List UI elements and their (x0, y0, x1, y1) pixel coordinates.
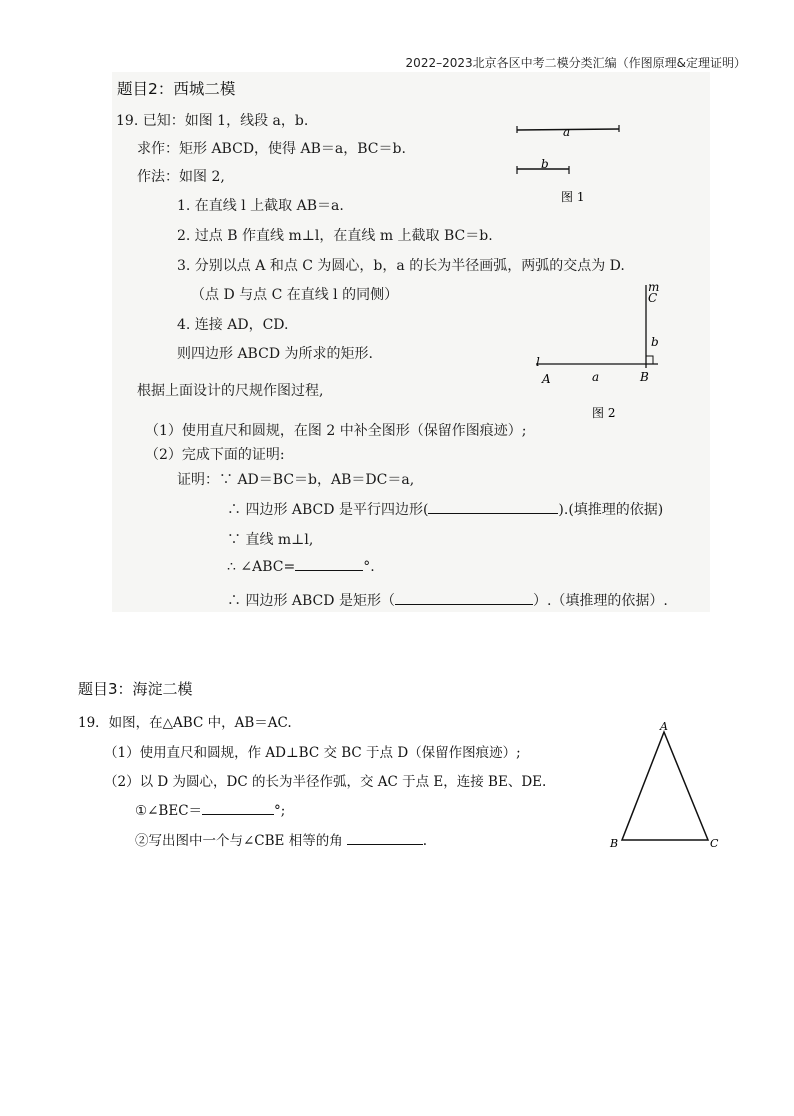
proof-line-1-text: ∴ 四边形 ABCD 是平行四边形( (227, 502, 429, 518)
q3-stem: 19．如图，在△ABC 中，AB＝AC. (78, 715, 292, 731)
q2-title: 题目2：西城二模 (117, 80, 236, 98)
q2-conclusion: 则四边形 ABCD 为所求的矩形. (177, 346, 373, 362)
proof-line-1 (227, 499, 663, 519)
proof-line-4 (227, 590, 668, 610)
label-A: A (542, 372, 551, 386)
q2-line-find: 求作：矩形 ABCD，使得 AB＝a，BC＝b. (137, 141, 406, 157)
proof-line-4-text: ∴ 四边形 ABCD 是矩形（ (227, 593, 395, 609)
proof-line-3-text: ∴ ∠ABC= (227, 559, 296, 575)
q2-step-4: 4. 连接 AD，CD. (177, 317, 289, 333)
label-a-fig2: a (592, 370, 600, 384)
answer-blank-4[interactable] (202, 814, 274, 815)
q2-line-given: 19. 已知：如图 1，线段 a，b. (116, 113, 309, 129)
fig2-caption: 图 2 (592, 406, 616, 420)
proof-line-3-suffix: °. (363, 559, 375, 575)
answer-blank-3[interactable] (395, 604, 533, 605)
vertex-A: A (660, 720, 668, 733)
figure-2 (530, 280, 670, 420)
label-l: l (536, 355, 540, 369)
q2-step-3: 3. 分别以点 A 和点 C 为圆心，b，a 的长为半径画弧，两弧的交点为 D. (177, 258, 625, 274)
proof-line-2: ∵ 直线 m⊥l, (227, 532, 314, 548)
answer-blank-2[interactable] (295, 570, 363, 571)
label-m: m (648, 280, 660, 294)
proof-line-3 (227, 559, 375, 575)
q2-step-1: 1. 在直线 l 上截取 AB＝a. (177, 198, 344, 214)
q3-part-2: （2）以 D 为圆心，DC 的长为半径作弧，交 AC 于点 E，连接 BE、DE. (104, 774, 547, 790)
triangle-ABC (622, 732, 708, 840)
q3-sub-1-suffix: °; (274, 803, 286, 819)
proof-line-1-suffix: ).(填推理的依据) (558, 502, 664, 518)
right-angle-mark (646, 356, 653, 364)
figure-1 (505, 118, 635, 208)
label-b: b (541, 157, 549, 171)
q2-instruction: 根据上面设计的尺规作图过程, (137, 383, 324, 399)
label-C: C (648, 291, 658, 305)
q3-part-1: （1）使用直尺和圆规，作 AD⊥BC 交 BC 于点 D（保留作图痕迹）; (104, 745, 521, 761)
q3-sub-1-text: ①∠BEC＝ (135, 803, 203, 819)
vertex-B: B (610, 837, 619, 850)
label-b-fig2: b (651, 335, 659, 349)
vertex-C: C (710, 837, 719, 850)
q2-part-1: （1）使用直尺和圆规，在图 2 中补全图形（保留作图痕迹）; (145, 423, 527, 439)
page-header: 2022–2023北京各区中考二模分类汇编（作图原理&定理证明） (405, 56, 746, 70)
q2-step-2: 2. 过点 B 作直线 m⊥l，在直线 m 上截取 BC＝b. (177, 228, 493, 244)
label-a: a (563, 125, 571, 139)
q3-title: 题目3：海淀二模 (78, 680, 193, 698)
q3-sub-2 (135, 829, 427, 849)
answer-blank-5[interactable] (347, 844, 423, 845)
q2-part-2: （2）完成下面的证明: (145, 447, 285, 463)
fig1-caption: 图 1 (561, 190, 585, 204)
q3-sub-1 (135, 799, 285, 819)
answer-blank-1[interactable] (428, 513, 558, 514)
label-B: B (640, 370, 649, 384)
proof-line-0: 证明：∵ AD＝BC＝b，AB＝DC＝a, (177, 472, 415, 488)
q2-step-3-note: （点 D 与点 C 在直线 l 的同侧） (191, 287, 399, 303)
q3-sub-2-suffix: . (422, 833, 428, 849)
q2-line-method: 作法：如图 2, (137, 169, 225, 185)
triangle-figure (600, 718, 730, 858)
q3-sub-2-text: ②写出图中一个与∠CBE 相等的角 (135, 833, 343, 849)
proof-line-4-suffix: ）.（填推理的依据）. (532, 593, 668, 609)
